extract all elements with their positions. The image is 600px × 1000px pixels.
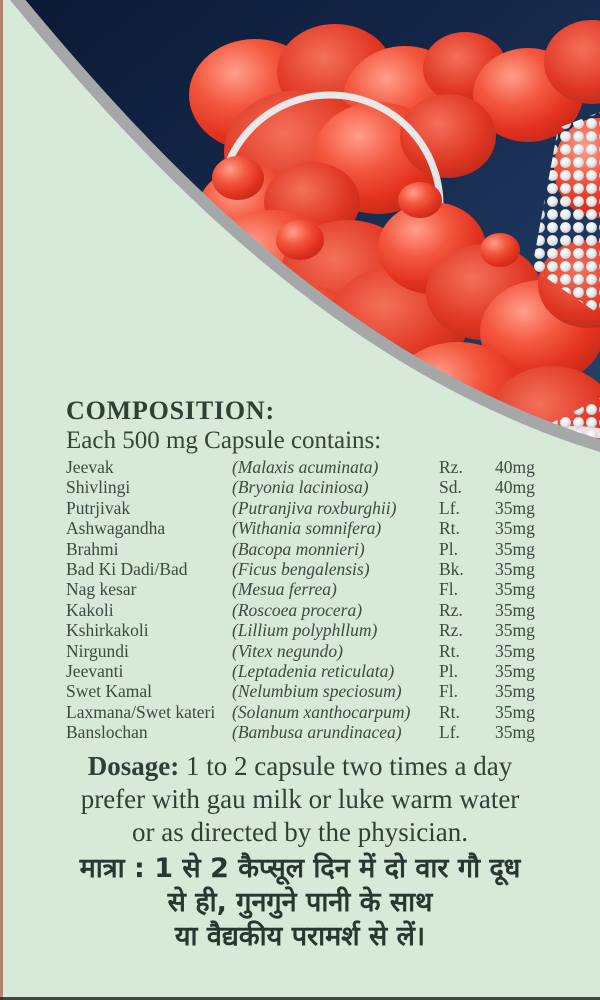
composition-heading: COMPOSITION: <box>66 396 275 425</box>
ingredient-name: Swet Kamal <box>66 681 153 702</box>
ingredient-name: Ashwagandha <box>66 518 166 539</box>
ingredient-botanical: (Bryonia laciniosa) <box>232 477 369 498</box>
ingredient-botanical: (Roscoea procera) <box>232 599 363 620</box>
ingredient-name: Jeevak <box>66 457 114 477</box>
ingredient-part: Lf. <box>439 722 460 743</box>
ingredient-amount: 35mg <box>495 620 535 641</box>
dosage-line-1 <box>0 750 600 783</box>
ingredient-name: Kshirkakoli <box>66 620 149 641</box>
ingredient-part: Fl. <box>439 579 458 600</box>
ingredient-botanical: (Putranjiva roxburghii) <box>232 497 397 518</box>
ingredient-amount: 35mg <box>495 559 535 580</box>
ingredient-name: Nirgundi <box>66 640 129 661</box>
dosage-text-hindi <box>0 852 600 954</box>
ingredient-botanical: (Nelumbium speciosum) <box>232 681 402 702</box>
ingredient-part: Rz. <box>439 620 463 641</box>
ingredient-botanical: (Lillium polyphllum) <box>232 620 378 641</box>
ingredient-botanical: (Vitex negundo) <box>232 640 343 661</box>
ingredient-part: Rz. <box>439 599 463 620</box>
dosage-line-2: prefer with gau milk or luke warm water <box>80 784 520 814</box>
ingredient-amount: 35mg <box>495 538 535 559</box>
ingredient-amount: 35mg <box>495 599 535 620</box>
ingredient-amount: 35mg <box>495 497 535 518</box>
ingredient-name: Putrjivak <box>66 497 131 518</box>
ingredient-part: Rt. <box>439 701 460 722</box>
ingredient-amount: 40mg <box>495 457 535 477</box>
ingredient-name: Bad Ki Dadi/Bad <box>66 559 188 580</box>
ingredient-botanical: (Withania somnifera) <box>232 518 382 539</box>
ingredient-name: Laxmana/Swet kateri <box>66 701 216 722</box>
dosage-hindi-line-1: मात्रा : 1 से 2 कैप्सूल दिन में दो वार गौ दूध <box>79 853 521 884</box>
dosage-line-1-rest: 1 to 2 capsule two times a day <box>179 751 513 781</box>
ingredient-botanical: (Leptadenia reticulata) <box>232 661 395 682</box>
ingredient-part: Rt. <box>439 640 460 661</box>
ingredient-name: Brahmi <box>66 538 119 559</box>
ingredient-amount: 35mg <box>495 640 535 661</box>
ingredient-part: Lf. <box>439 497 460 518</box>
ingredient-amount: 35mg <box>495 681 535 702</box>
ingredient-name: Banslochan <box>66 722 148 743</box>
ingredient-part: Bk. <box>439 559 464 580</box>
ingredient-amount: 35mg <box>495 701 535 722</box>
ingredient-part: Pl. <box>439 538 458 559</box>
ingredient-part: Rt. <box>439 518 460 539</box>
ingredient-amount: 35mg <box>495 661 535 682</box>
ingredient-part: Rz. <box>439 457 463 477</box>
ingredient-botanical: (Bambusa arundinacea) <box>232 722 402 743</box>
ingredient-botanical: (Solanum xanthocarpum) <box>232 701 411 722</box>
ingredient-amount: 35mg <box>495 579 535 600</box>
ingredients-table <box>66 457 570 743</box>
dosage-line-3: or as directed by the physician. <box>132 817 468 847</box>
ingredient-name: Jeevanti <box>66 661 124 682</box>
ingredient-name: Nag kesar <box>66 579 137 600</box>
ingredient-part: Sd. <box>439 477 462 498</box>
left-edge-stripe <box>0 0 3 1000</box>
ingredient-botanical: (Bacopa monnieri) <box>232 538 365 559</box>
ingredient-part: Pl. <box>439 661 458 682</box>
ingredient-name: Kakoli <box>66 599 114 620</box>
composition-subheading: Each 500 mg Capsule contains: <box>66 427 382 454</box>
ingredient-amount: 35mg <box>495 722 535 743</box>
dosage-hindi-line-3: या वैद्यकीय परामर्श से लें। <box>174 921 426 952</box>
ingredient-amount: 40mg <box>495 477 535 498</box>
dosage-hindi-line-2: से ही, गुनगुने पानी के साथ <box>167 887 433 918</box>
dosage-label: Dosage: <box>87 751 180 781</box>
ingredient-amount: 35mg <box>495 518 535 539</box>
dosage-text <box>0 750 600 849</box>
ingredient-name: Shivlingi <box>66 477 131 498</box>
ingredient-botanical: (Mesua ferrea) <box>232 579 337 600</box>
ingredient-botanical: (Ficus bengalensis) <box>232 559 370 580</box>
ingredient-botanical: (Malaxis acuminata) <box>232 457 379 477</box>
ingredient-part: Fl. <box>439 681 458 702</box>
